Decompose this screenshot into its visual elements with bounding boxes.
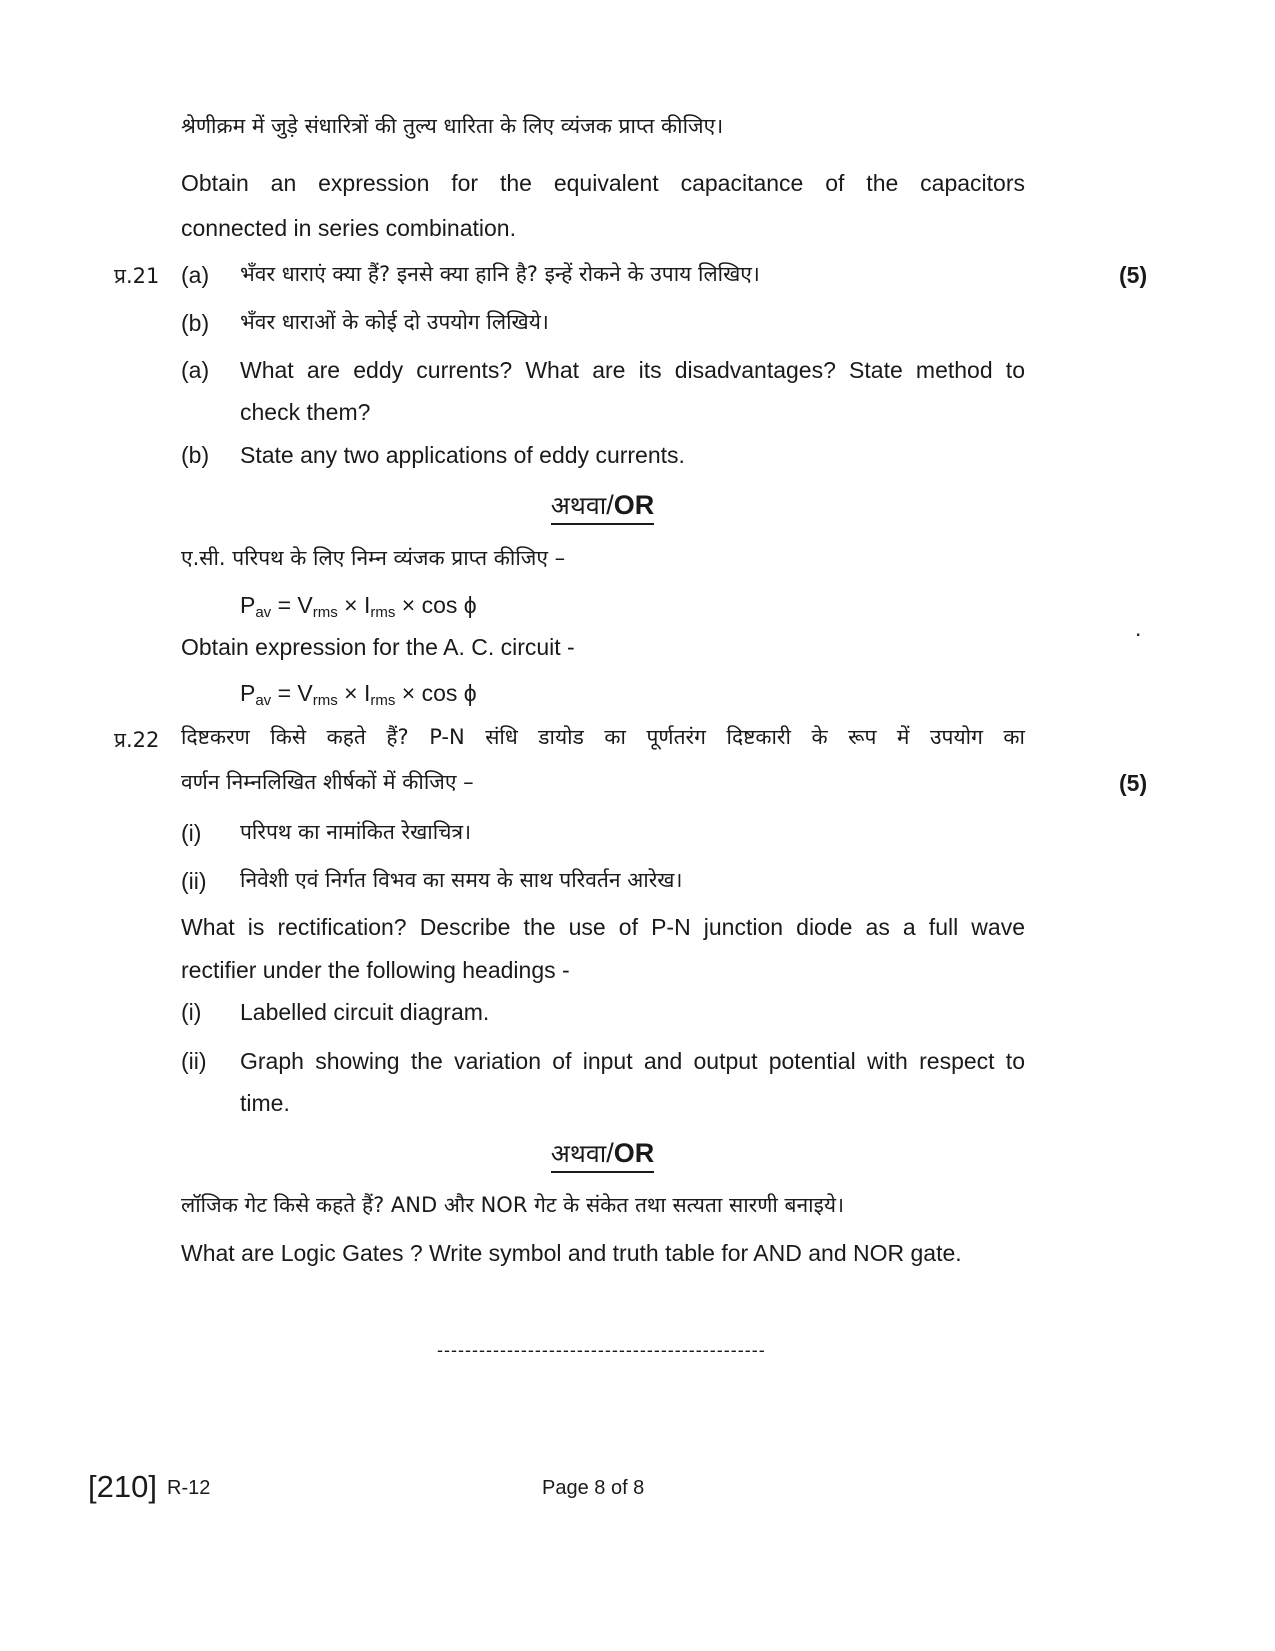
q21-a-label: (a) [181, 262, 210, 288]
q22-english-line2: rectifier under the following headings - [181, 957, 570, 983]
q21-or-slash: / [606, 490, 614, 520]
footer-page-number: Page 8 of 8 [542, 1477, 645, 1499]
q22-english-line1: What is rectification? Describe the use of P-N junction diode as a full wave [181, 914, 1025, 940]
q21-alt-english: Obtain expression for the A. C. circuit - [181, 634, 575, 660]
q21-b-en-label: (b) [181, 442, 210, 468]
q21-a-hindi: भँवर धाराएं क्या हैं? इनसे क्या हानि है? इन्हें रोकने के उपाय लिखिए। [240, 262, 760, 286]
q22-i-en: Labelled circuit diagram. [240, 999, 490, 1025]
q21-b-en: State any two applications of eddy currents. [240, 442, 685, 468]
q20-hindi-text: श्रेणीक्रम में जुड़े संधारित्रों की तुल्य धारिता के लिए व्यंजक प्राप्त कीजिए। [181, 114, 724, 138]
stray-dot: . [1135, 615, 1142, 641]
q21-alt-hindi: ए.सी. परिपथ के लिए निम्न व्यंजक प्राप्त कीजिए – [181, 546, 566, 570]
q22-hindi-line1: दिष्टकरण किसे कहते हैं? P-N संधि डायोड का पूर्णतरंग दिष्टकारी के रूप में उपयोग का [181, 725, 1025, 749]
q22-number: प्र.22 [114, 728, 160, 752]
q21-formula-2: $P_{av} = V_{rms} \times I_{rms} \times \cos \phi$ [240, 680, 477, 709]
q21-b-label: (b) [181, 310, 210, 336]
q20-english-line2: connected in series combination. [181, 215, 516, 241]
q22-or-slash: / [606, 1138, 614, 1168]
q21-or-hindi: अथवा [550, 491, 607, 520]
end-of-paper-rule: ----------------------------------------------- [437, 1340, 766, 1360]
q22-or-heading [500, 1136, 705, 1173]
q22-i-hindi: परिपथ का नामांकित रेखाचित्र। [240, 820, 472, 844]
q21-a-en-label: (a) [181, 357, 210, 383]
q21-number: प्र.21 [114, 264, 160, 288]
q22-i-label: (i) [181, 820, 202, 846]
q21-a-en-line1: What are eddy currents? What are its disadvantages? State method to [240, 357, 1025, 383]
q21-b-hindi: भँवर धाराओं के कोई दो उपयोग लिखिये। [240, 310, 549, 334]
q22-ii-en-line1: Graph showing the variation of input and output potential with respect to [240, 1048, 1025, 1074]
q22-alt-hindi: लॉजिक गेट किसे कहते हैं? AND और NOR गेट के संकेत तथा सत्यता सारणी बनाइये। [181, 1193, 845, 1217]
q21-or-heading [500, 488, 705, 525]
q21-or-english: OR [613, 490, 655, 520]
q22-ii-label: (ii) [181, 868, 207, 894]
q21-marks: (5) [1119, 262, 1148, 288]
q22-or-english: OR [613, 1138, 655, 1168]
q21-a-en-line2: check them? [240, 399, 371, 425]
q22-hindi-line2: वर्णन निम्नलिखित शीर्षकों में कीजिए – [181, 770, 474, 794]
footer-paper-code: [210] [88, 1469, 157, 1504]
q21-formula-1: $P_{av} = V_{rms} \times I_{rms} \times \cos \phi$ [240, 592, 477, 621]
q20-english-line1: Obtain an expression for the equivalent capacitance of the capacitors [181, 170, 1025, 196]
q22-alt-english: What are Logic Gates ? Write symbol and truth table for AND and NOR gate. [181, 1240, 962, 1266]
q22-i-en-label: (i) [181, 999, 202, 1025]
q22-ii-en-label: (ii) [181, 1048, 207, 1074]
q22-or-hindi: अथवा [550, 1139, 607, 1168]
q22-ii-hindi: निवेशी एवं निर्गत विभव का समय के साथ परिवर्तन आरेख। [240, 868, 683, 892]
footer-series: R-12 [167, 1477, 211, 1499]
q22-ii-en-line2: time. [240, 1090, 290, 1116]
q22-marks: (5) [1119, 770, 1148, 796]
